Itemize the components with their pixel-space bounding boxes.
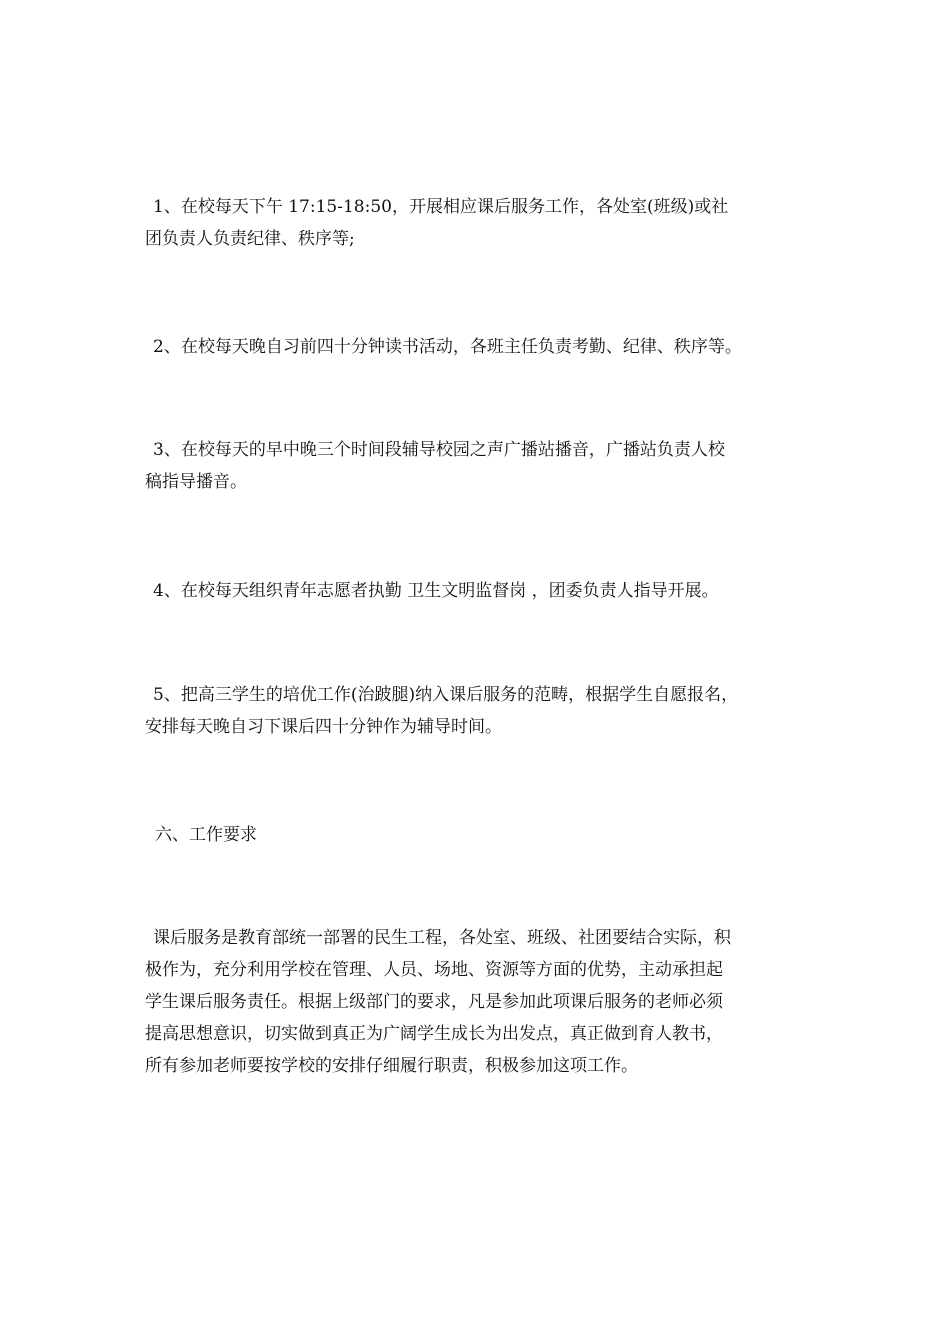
requirements-paragraph (145, 922, 810, 1082)
item-3-paragraph (145, 434, 810, 498)
section-heading-text: 六、工作要求 (155, 825, 257, 845)
item-5-paragraph (145, 679, 810, 743)
item-4-paragraph (145, 575, 810, 607)
requirements-line-2: 极作为，充分利用学校在管理、人员、场地、资源等方面的优势，主动承担起 (145, 960, 723, 980)
requirements-line-4: 提高思想意识，切实做到真正为广阔学生成长为出发点，真正做到育人教书， (145, 1024, 723, 1044)
item-5-line-2: 安排每天晚自习下课后四十分钟作为辅导时间。 (145, 717, 502, 737)
section-heading (145, 819, 810, 851)
item-3-line-1: 3、在校每天的早中晚三个时间段辅导校园之声广播站播音，广播站负责人校 (153, 440, 725, 460)
item-2-line-1: 2、在校每天晚自习前四十分钟读书活动，各班主任负责考勤、纪律、秩序等。 (153, 337, 742, 357)
item-1-line-2: 团负责人负责纪律、秩序等; (145, 229, 355, 249)
requirements-line-5: 所有参加老师要按学校的安排仔细履行职责，积极参加这项工作。 (145, 1056, 638, 1076)
item-4-line-1: 4、在校每天组织青年志愿者执勤 卫生文明监督岗 ，团委负责人指导开展。 (153, 581, 719, 601)
item-1-paragraph (145, 191, 810, 255)
requirements-line-3: 学生课后服务责任。根据上级部门的要求，凡是参加此项课后服务的老师必须 (145, 992, 723, 1012)
item-5-line-1: 5、把高三学生的培优工作(治跛腿)纳入课后服务的范畴，根据学生自愿报名， (153, 685, 739, 705)
item-3-line-2: 稿指导播音。 (145, 472, 247, 492)
item-1-line-1: 1、在校每天下午 17:15-18:50，开展相应课后服务工作，各处室(班级)或社 (153, 197, 729, 217)
requirements-line-1: 课后服务是教育部统一部署的民生工程，各处室、班级、社团要结合实际，积 (153, 928, 731, 948)
item-2-paragraph (145, 331, 810, 363)
